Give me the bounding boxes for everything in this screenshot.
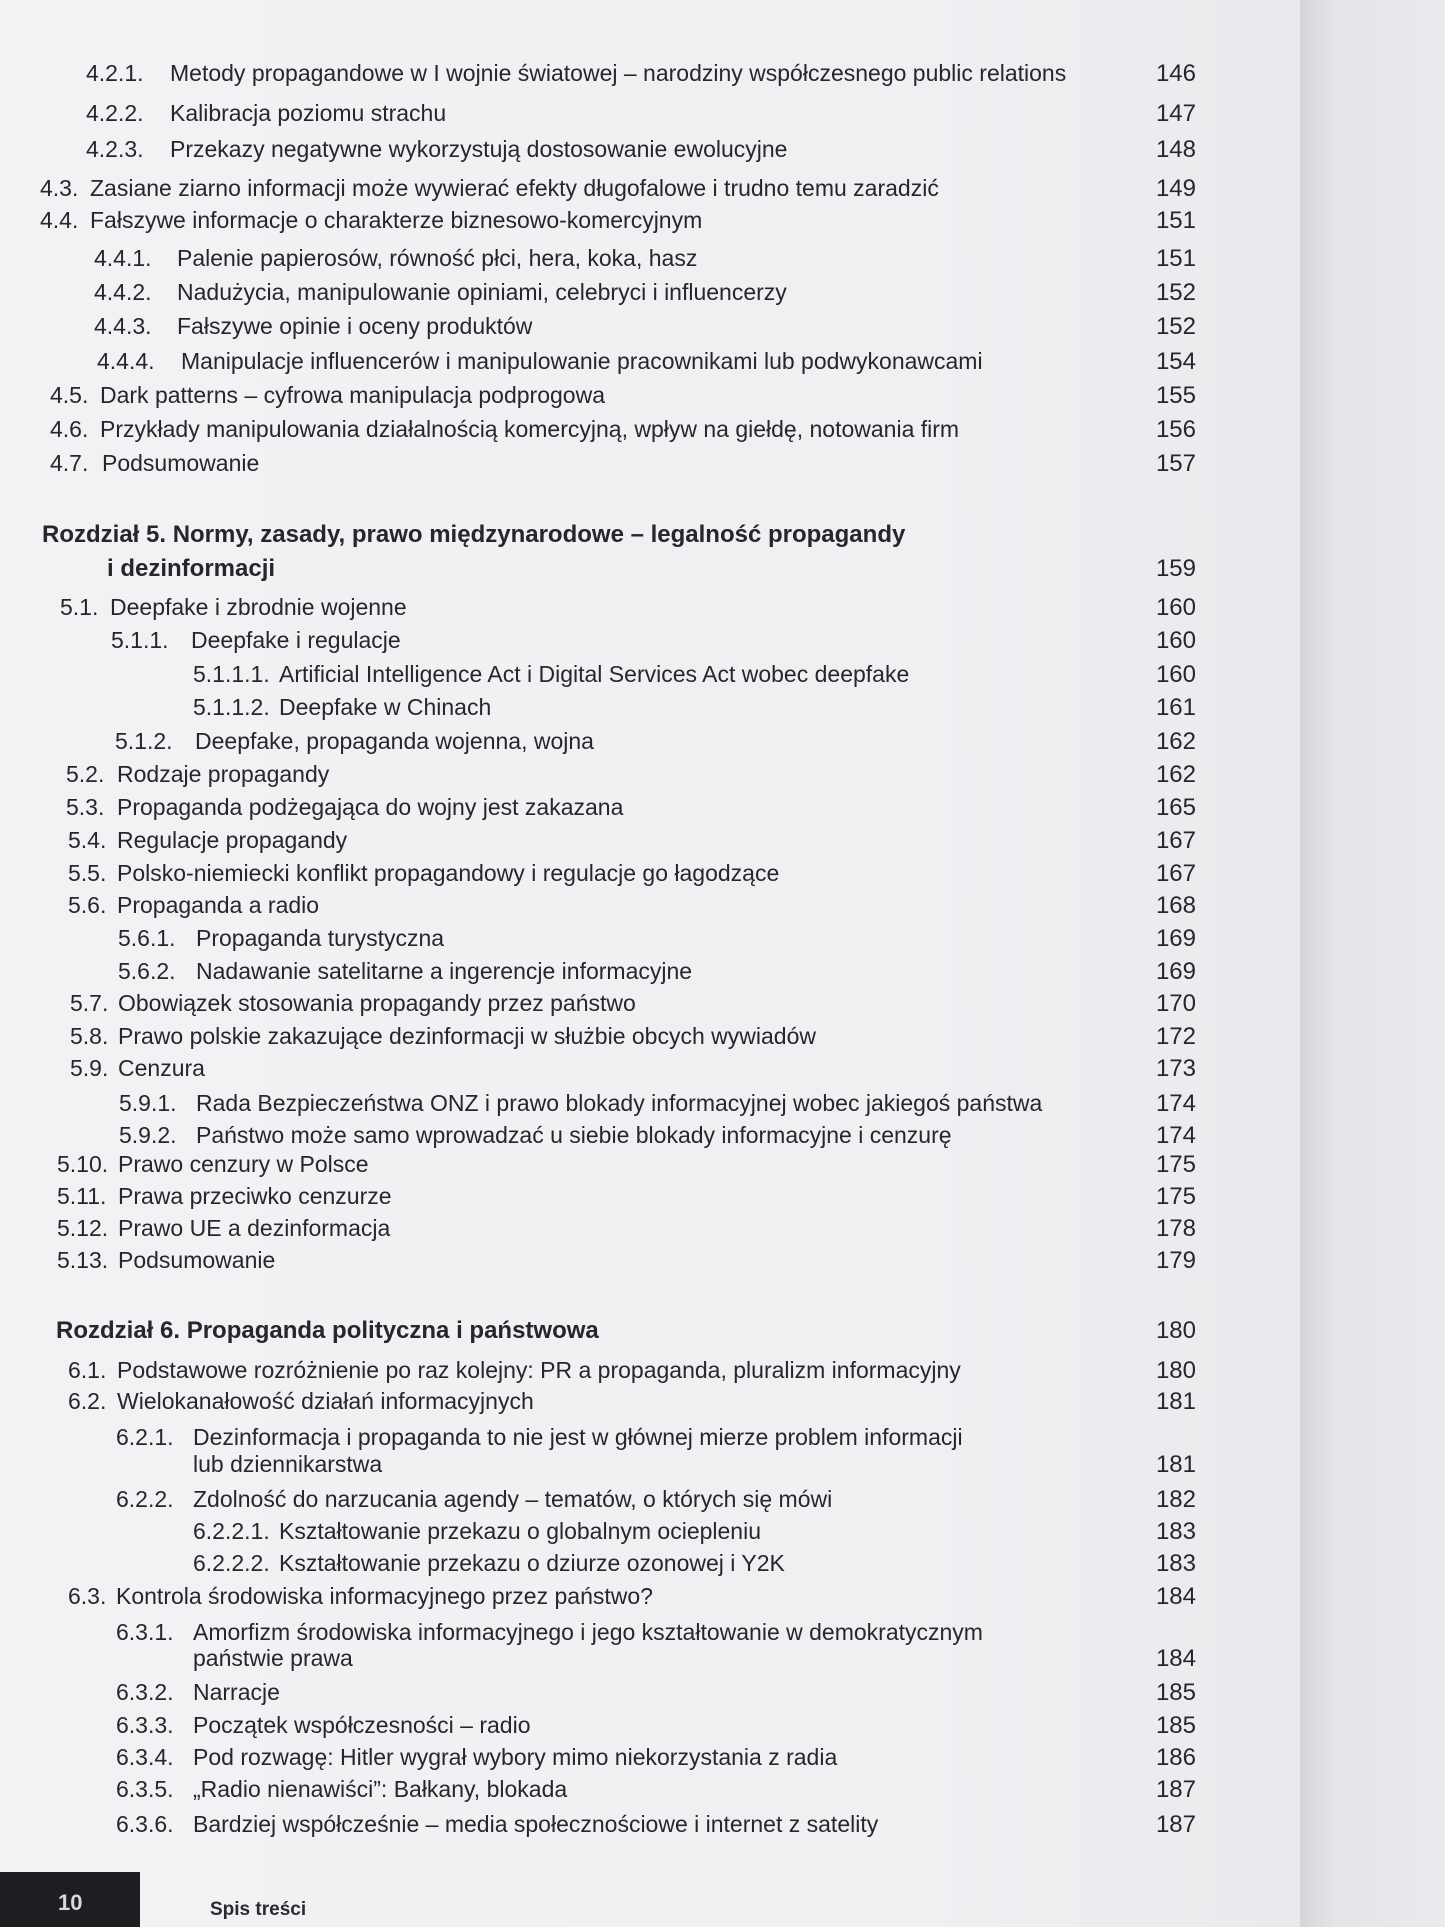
toc-entry-title: Amorfizm środowiska informacyjnego i jego kształtowanie w demokratycznym <box>193 1619 983 1645</box>
toc-entry <box>0 136 1300 170</box>
toc-entry-title: Polsko-niemiecki konflikt propagandowy i regulacje go łagodzące <box>117 860 780 886</box>
toc-entry-page: 157 <box>1155 450 1196 477</box>
toc-entry-title: Prawo UE a dezinformacja <box>118 1215 391 1241</box>
toc-entry <box>0 207 1300 241</box>
toc-entry-number: 6.3.4. <box>116 1744 174 1770</box>
toc-entry <box>0 1486 1300 1520</box>
toc-entry-number: 5.1.1. <box>111 627 169 653</box>
toc-entry-number: 5.9. <box>70 1055 109 1081</box>
toc-entry-title: Zdolność do narzucania agendy – tematów, o których się mówi <box>193 1486 833 1512</box>
toc-entry-title: Państwo może samo wprowadzać u siebie blokady informacyjne i cenzurę <box>196 1122 952 1148</box>
toc-entry-number: 4.2.1. <box>86 60 144 86</box>
toc-entry-number: 5.1.1.1. <box>193 661 270 687</box>
toc-entry-title: Manipulacje influencerów i manipulowanie pracownikami lub podwykonawcami <box>181 348 983 374</box>
toc-entry-number: 4.4.1. <box>94 245 152 271</box>
toc-entry-title: Propaganda a radio <box>117 892 320 918</box>
toc-entry-title: Wielokanałowość działań informacyjnych <box>117 1388 534 1414</box>
toc-entry-number: 5.2. <box>66 761 105 787</box>
toc-entry-page: 183 <box>1155 1550 1196 1577</box>
toc-entry <box>0 1388 1300 1422</box>
toc-entry-page: 152 <box>1155 313 1196 340</box>
toc-entry-title: Prawo polskie zakazujące dezinformacji w służbie obcych wywiadów <box>118 1023 816 1049</box>
toc-entry <box>0 728 1300 762</box>
toc-entry <box>0 450 1300 484</box>
toc-entry-title: Kształtowanie przekazu o globalnym ociepleniu <box>279 1518 762 1544</box>
toc-entry-title: Prawo cenzury w Polsce <box>118 1151 369 1177</box>
toc-entry-number: 6.3. <box>68 1583 107 1609</box>
toc-entry-page: 160 <box>1155 594 1196 621</box>
toc-entry-number: 4.2.3. <box>86 136 144 162</box>
toc-entry-number: 5.9.2. <box>119 1122 177 1148</box>
toc-entry-page: 167 <box>1155 827 1196 854</box>
toc-entry-title: Bardziej współcześnie – media społecznościowe i internet z satelity <box>193 1811 879 1837</box>
toc-entry-title: Podstawowe rozróżnienie po raz kolejny: PR a propaganda, pluralizm informacyjny <box>117 1357 961 1383</box>
toc-entry <box>0 1090 1300 1124</box>
page-number: 10 <box>58 1890 83 1915</box>
toc-entry-page: 182 <box>1155 1486 1196 1513</box>
toc-entry <box>0 827 1300 861</box>
toc-entry-number: 6.2.2.2. <box>193 1550 270 1576</box>
toc-entry <box>0 1357 1300 1391</box>
toc-entry-title: Metody propagandowe w I wojnie światowej – narodziny współczesnego public relations <box>170 60 1067 86</box>
toc-entry-number: 6.3.1. <box>116 1619 174 1645</box>
toc-entry <box>0 794 1300 828</box>
chapter-heading <box>0 521 1300 555</box>
toc-entry-page: 187 <box>1155 1811 1196 1838</box>
toc-entry-page: 162 <box>1155 728 1196 755</box>
chapter-title: i dezinformacji <box>107 555 276 582</box>
toc-entry-title: Prawa przeciwko cenzurze <box>118 1183 392 1209</box>
toc-entry-number: 5.1.1.2. <box>193 694 270 720</box>
toc-entry <box>0 860 1300 894</box>
toc-entry <box>0 1583 1300 1617</box>
toc-entry-number: 4.6. <box>50 416 89 442</box>
toc-entry-page: 187 <box>1155 1776 1196 1803</box>
toc-entry-number: 5.8. <box>70 1023 109 1049</box>
toc-entry-page: 170 <box>1155 990 1196 1017</box>
toc-entry-title: Fałszywe informacje o charakterze biznesowo-komercyjnym <box>90 207 703 233</box>
toc-entry-page: 151 <box>1155 245 1196 272</box>
toc-entry-page: 179 <box>1155 1247 1196 1274</box>
toc-entry-number: 6.3.5. <box>116 1776 174 1802</box>
toc-entry-number: 4.4.4. <box>97 348 155 374</box>
toc-entry-title: Fałszywe opinie i oceny produktów <box>177 313 533 339</box>
toc-entry <box>0 279 1300 313</box>
toc-entry-page: 184 <box>1155 1645 1196 1672</box>
toc-entry-page: 149 <box>1155 175 1196 202</box>
toc-entry-number: 5.3. <box>66 794 105 820</box>
toc-entry-page: 186 <box>1155 1744 1196 1771</box>
toc-entry-title: „Radio nienawiści”: Bałkany, blokada <box>193 1776 568 1802</box>
toc-entry-page: 181 <box>1155 1388 1196 1415</box>
toc-entry-page: 172 <box>1155 1023 1196 1050</box>
toc-entry-page: 185 <box>1155 1679 1196 1706</box>
toc-entry-title: Kalibracja poziomu strachu <box>170 100 447 126</box>
toc-entry-title: Cenzura <box>118 1055 205 1081</box>
toc-entry <box>0 1744 1300 1778</box>
toc-entry-title: Podsumowanie <box>118 1247 276 1273</box>
toc-entry-number: 4.4. <box>40 207 79 233</box>
toc-entry-title: Rodzaje propagandy <box>117 761 330 787</box>
toc-entry <box>0 1183 1300 1217</box>
toc-entry-page: 181 <box>1155 1451 1196 1478</box>
toc-entry-page: 173 <box>1155 1055 1196 1082</box>
toc-entry <box>0 1679 1300 1713</box>
toc-entry-title: Nadawanie satelitarne a ingerencje informacyjne <box>196 958 693 984</box>
toc-entry-title: Propaganda turystyczna <box>196 925 445 951</box>
toc-entry-number: 5.6.2. <box>118 958 176 984</box>
toc-entry-number: 6.1. <box>68 1357 107 1383</box>
toc-entry-number: 5.7. <box>70 990 109 1016</box>
page-gutter <box>1300 0 1445 1927</box>
toc-entry-page: 168 <box>1155 892 1196 919</box>
toc-entry-title: Regulacje propagandy <box>117 827 348 853</box>
toc-entry-page: 148 <box>1155 136 1196 163</box>
toc-entry-page: 169 <box>1155 958 1196 985</box>
toc-entry-number: 5.5. <box>68 860 107 886</box>
toc-entry-page: 169 <box>1155 925 1196 952</box>
chapter-title: Rozdział 5. Normy, zasady, prawo międzynarodowe – legalność propagandy <box>42 521 906 548</box>
toc-entry <box>0 1811 1300 1845</box>
toc-entry-title: Zasiane ziarno informacji może wywierać efekty długofalowe i trudno temu zaradzić <box>90 175 939 201</box>
toc-entry-number: 4.7. <box>50 450 89 476</box>
toc-entry <box>0 382 1300 416</box>
toc-entry-title: Dezinformacja i propaganda to nie jest w głównej mierze problem informacji <box>193 1424 963 1450</box>
toc-entry-page: 180 <box>1155 1317 1196 1344</box>
toc-entry-number: 4.4.2. <box>94 279 152 305</box>
toc-entry-title: Rada Bezpieczeństwa ONZ i prawo blokady informacyjnej wobec jakiegoś państwa <box>196 1090 1043 1116</box>
toc-entry-title: Deepfake, propaganda wojenna, wojna <box>195 728 594 754</box>
toc-entry-page: 162 <box>1155 761 1196 788</box>
toc-entry <box>0 594 1300 628</box>
toc-entry-title: Obowiązek stosowania propagandy przez państwo <box>118 990 636 1016</box>
toc-entry-number: 4.3. <box>40 175 79 201</box>
toc-entry-page: 156 <box>1155 416 1196 443</box>
toc-entry-number: 6.2. <box>68 1388 107 1414</box>
toc-entry-title: Dark patterns – cyfrowa manipulacja podprogowa <box>100 382 605 408</box>
toc-entry-title: państwie prawa <box>193 1645 353 1671</box>
toc-entry <box>0 694 1300 728</box>
toc-entry-number: 4.2.2. <box>86 100 144 126</box>
toc-entry-title: Deepfake w Chinach <box>279 694 492 720</box>
toc-entry <box>0 416 1300 450</box>
toc-entry-title: Nadużycia, manipulowanie opiniami, celebryci i influencerzy <box>177 279 787 305</box>
toc-entry-title: Deepfake i zbrodnie wojenne <box>110 594 407 620</box>
toc-entry-number: 6.3.2. <box>116 1679 174 1705</box>
toc-entry <box>0 1776 1300 1810</box>
running-title: Spis treści <box>210 1899 307 1920</box>
toc-entry-title: Palenie papierosów, równość płci, hera, koka, hasz <box>177 245 698 271</box>
toc-entry-number: 6.2.2. <box>116 1486 174 1512</box>
toc-entry-number: 5.11. <box>57 1183 107 1209</box>
toc-entry-page: 184 <box>1155 1583 1196 1610</box>
chapter-title: Rozdział 6. Propaganda polityczna i państwowa <box>56 1317 599 1344</box>
toc-entry <box>0 100 1300 134</box>
toc-entry-page: 167 <box>1155 860 1196 887</box>
toc-entry-page: 165 <box>1155 794 1196 821</box>
toc-entry-number: 6.3.3. <box>116 1712 174 1738</box>
toc-entry-page: 174 <box>1155 1090 1196 1117</box>
chapter-heading <box>0 555 1300 589</box>
toc-entry <box>0 1712 1300 1746</box>
toc-entry-page: 152 <box>1155 279 1196 306</box>
toc-entry-page: 146 <box>1155 60 1196 87</box>
toc-entry-page: 175 <box>1155 1151 1196 1178</box>
toc-entry-title: Artificial Intelligence Act i Digital Services Act wobec deepfake <box>279 661 910 687</box>
toc-entry-title: Przykłady manipulowania działalnością komercyjną, wpływ na giełdę, notowania firm <box>100 416 960 442</box>
toc-entry-page: 183 <box>1155 1518 1196 1545</box>
toc-entry-number: 5.10. <box>57 1151 109 1177</box>
toc-entry-title: Pod rozwagę: Hitler wygrał wybory mimo niekorzystania z radia <box>193 1744 838 1770</box>
toc-entry <box>0 990 1300 1024</box>
toc-entry-number: 5.1.2. <box>115 728 173 754</box>
toc-entry-page: 185 <box>1155 1712 1196 1739</box>
toc-entry <box>0 1023 1300 1057</box>
toc-entry <box>0 925 1300 959</box>
toc-entry <box>0 348 1300 382</box>
toc-entry-page: 160 <box>1155 627 1196 654</box>
toc-entry-number: 5.9.1. <box>119 1090 177 1116</box>
toc-entry-page: 154 <box>1155 348 1196 375</box>
toc-entry-title: Kontrola środowiska informacyjnego przez państwo? <box>116 1583 653 1609</box>
toc-entry-number: 5.4. <box>68 827 107 853</box>
toc-entry-page: 178 <box>1155 1215 1196 1242</box>
toc-entry <box>0 175 1300 209</box>
toc-entry <box>0 245 1300 279</box>
toc-entry-page: 155 <box>1155 382 1196 409</box>
toc-entry-number: 5.6. <box>68 892 107 918</box>
toc-entry <box>0 1451 1300 1485</box>
toc-entry-number: 5.6.1. <box>118 925 176 951</box>
toc-entry-number: 4.4.3. <box>94 313 152 339</box>
toc-entry <box>0 1247 1300 1281</box>
toc-entry <box>0 892 1300 926</box>
toc-entry-title: Kształtowanie przekazu o dziurze ozonowej i Y2K <box>279 1550 785 1576</box>
toc-entry-number: 4.5. <box>50 382 89 408</box>
toc-entry-number: 5.12. <box>57 1215 109 1241</box>
toc-entry-page: 161 <box>1155 694 1196 721</box>
toc-entry-page: 151 <box>1155 207 1196 234</box>
toc-entry <box>0 1215 1300 1249</box>
toc-entry-title: Narracje <box>193 1679 280 1705</box>
toc-entry-title: Deepfake i regulacje <box>191 627 401 653</box>
toc-entry <box>0 60 1300 94</box>
toc-entry <box>0 1645 1300 1679</box>
toc-entry <box>0 1151 1300 1185</box>
toc-entry <box>0 958 1300 992</box>
toc-entry-number: 5.13. <box>57 1247 109 1273</box>
toc-entry-title: Propaganda podżegająca do wojny jest zakazana <box>117 794 624 820</box>
toc-entry-title: lub dziennikarstwa <box>193 1451 383 1477</box>
toc-entry-title: Podsumowanie <box>102 450 260 476</box>
toc-entry-page: 159 <box>1155 555 1196 582</box>
toc-entry <box>0 1550 1300 1584</box>
toc-entry-title: Początek współczesności – radio <box>193 1712 531 1738</box>
toc-entry-number: 6.3.6. <box>116 1811 174 1837</box>
toc-entry-page: 175 <box>1155 1183 1196 1210</box>
toc-entry <box>0 661 1300 695</box>
toc-entry-title: Przekazy negatywne wykorzystują dostosowanie ewolucyjne <box>170 136 788 162</box>
toc-entry-number: 5.1. <box>60 594 99 620</box>
toc-entry-number: 6.2.1. <box>116 1424 174 1450</box>
toc-entry-page: 160 <box>1155 661 1196 688</box>
toc-entry <box>0 1518 1300 1552</box>
toc-entry <box>0 313 1300 347</box>
toc-entry <box>0 627 1300 661</box>
toc-entry <box>0 761 1300 795</box>
toc-entry-page: 174 <box>1155 1122 1196 1149</box>
toc-entry-number: 6.2.2.1. <box>193 1518 270 1544</box>
toc-entry <box>0 1055 1300 1089</box>
toc-entry-page: 147 <box>1155 100 1196 127</box>
chapter-heading <box>0 1317 1300 1351</box>
toc-entry-page: 180 <box>1155 1357 1196 1384</box>
